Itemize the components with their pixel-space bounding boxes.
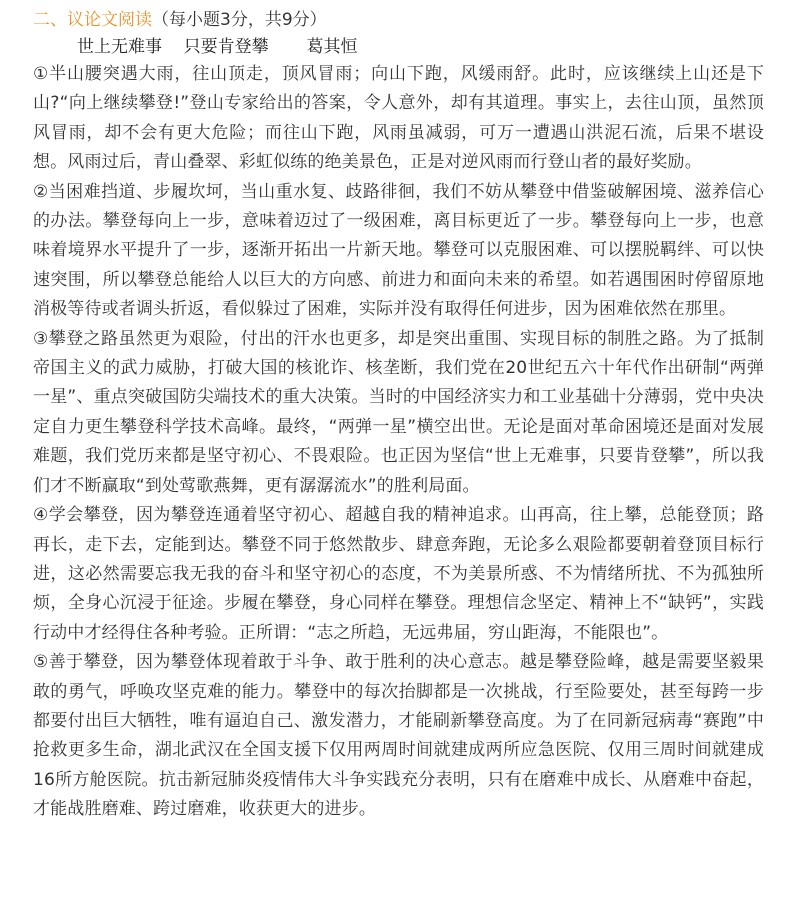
article-title-line	[33, 34, 764, 60]
paragraph-4: ④学会攀登，因为攀登连通着坚守初心、超越自我的精神追求。山再高，往上攀，总能登顶；路再长，走下去，定能到达。攀登不同于悠然散步、肆意奔跑，无论多么艰险都要朝着登顶目标行进，这必然需要忘我无我的奋斗和坚守初心的态度，不为美景所惑、不为情绪所扰、不为孤独所烦，全身心沉浸于征途。步履在攀登，身心同样在攀登。理想信念坚定、精神上不“缺钙”，实践行动中才经得住各种考验。正所谓：“志之所趋，无远弗届，穷山距海，不能限也”。	[33, 505, 764, 643]
article-subtitle: 只要肯登攀	[183, 37, 269, 57]
article-title: 世上无难事	[77, 37, 162, 57]
paragraph-5: ⑤善于攀登，因为攀登体现着敢于斗争、敢于胜利的决心意志。越是攀登险峰，越是需要坚毅果敢的勇气，呼唤攻坚克难的能力。攀登中的每次抬脚都是一次挑战，行至险要处，甚至每跨一步都要付出巨大牺牲，唯有逼迫自己、激发潜力，才能刷新攀登高度。为了在同新冠病毒“赛跑”中抢救更多生命，湖北武汉在全国支援下仅用两周时间就建成两所应急医院、仅用三周时间就建成16所方舱医院。抗击新冠肺炎疫情伟大斗争实践充分表明，只有在磨难中成长、从磨难中奋起，才能战胜磨难、跨过磨难，收获更大的进步。	[33, 652, 764, 820]
article-author: 葛其恒	[306, 37, 358, 57]
section-note: （每小题3分，共9分）	[152, 10, 327, 30]
paragraph-1: ①半山腰突遇大雨，往山顶走，顶风冒雨；向山下跑，风缓雨舒。此时，应该继续上山还是下山?“向上继续攀登!”登山专家给出的答案，令人意外，却有其道理。事实上，去往山顶，虽然顶风冒雨，却不会有更大危险；而往山下跑，风雨虽减弱，可万一遭遇山洪泥石流，后果不堪设想。风雨过后，青山叠翠、彩虹似练的绝美景色，正是对逆风雨而行登山者的最好奖励。	[33, 64, 764, 173]
section-label: 二、议论文阅读	[33, 10, 152, 30]
paragraph-3: ③攀登之路虽然更为艰险，付出的汗水也更多，却是突出重围、实现目标的制胜之路。为了抵制帝国主义的武力威胁，打破大国的核讹诈、核垄断，我们党在20世纪五六十年代作出研制“两弹一星”、重点突破国防尖端技术的重大决策。当时的中国经济实力和工业基础十分薄弱，党中央决定自力更生攀登科学技术高峰。最终，“两弹一星”横空出世。无论是面对革命困境还是面对发展难题，我们党历来都是坚守初心、不畏艰险。也正因为坚信“世上无难事，只要肯登攀”，所以我们才不断赢取“到处莺歌燕舞，更有潺潺流水”的胜利局面。	[33, 328, 764, 496]
section-heading	[33, 6, 764, 34]
paragraph-2: ②当困难挡道、步履坎坷，当山重水复、歧路徘徊，我们不妨从攀登中借鉴破解困境、滋养信心的办法。攀登每向上一步，意味着迈过了一级困难，离目标更近了一步。攀登每向上一步，也意味着境界水平提升了一步，逐渐开拓出一片新天地。攀登可以克服困难、可以摆脱羁绊、可以快速突围，所以攀登总能给人以巨大的方向感、前进力和面向未来的希望。如若遇围困时停留原地消极等待或者调头折返，看似躲过了困难，实际并没有取得任何进步，因为困难依然在那里。	[33, 181, 764, 320]
